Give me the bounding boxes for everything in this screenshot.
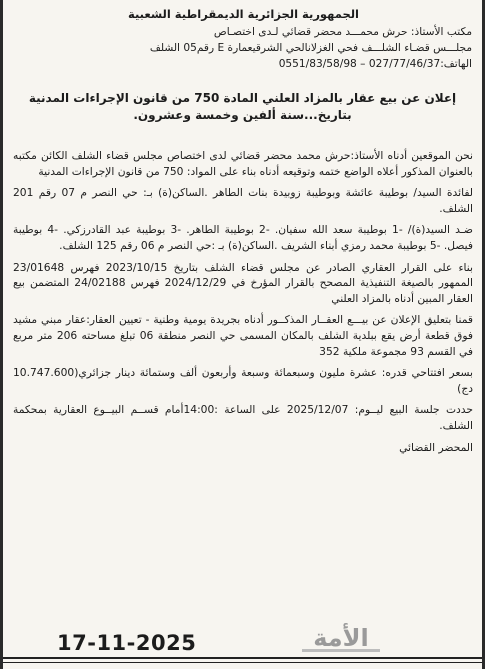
announcement-title [3, 90, 482, 124]
announcement-body [3, 148, 482, 455]
paragraph-price: بسعر افتتاحي قدره: عشرة مليون وسبعمائة وسبعة وأربعون ألف وستمائة دينار جزائري(10.747.600 دج) [13, 366, 473, 395]
paragraph-decision: بناء على القرار العقاري الصادر عن مجلس قضاء الشلف بتاريخ 2023/10/15 فهرس 23/01648 الممهور بالصيغة التنفيذية المصحح بالقرار المؤرخ في 2024/12/29 فهرس 24/02188 المتضمن بيع العقار المبين أدناه بالمزاد العلني [13, 260, 473, 305]
paragraph-defendants: ضـد السيد(ة)/ -1 بوطيبة سعد الله سفيان. -2 بوطيبة الطاهر. -3 بوطيبة عبد القادرزكي. -4 بوطيبة فيصل. -5 بوطيبة محمد رمزي أبناء الشريف .الساكن(ة) بـ :حي النصر م 06 رقم 125 الشلف. [13, 223, 473, 252]
address-line: مجلـــس قضـاء الشلـــف فحي الغزلانالحي الشرقيعمارة E رقم05 الشلف [149, 42, 472, 54]
footer-rule [3, 657, 482, 659]
paragraph-session: حددت جلسة البيع ليــوم: 2025/12/07 على الساعة :14:00أمام قســم البيــوع العقارية بمحكمة الشلف. [13, 403, 473, 432]
title-line-1: إعلان عن بيع عقار بالمزاد العلني المادة 750 من قانون الإجراءات المدنية [28, 91, 457, 105]
paragraph-intro: نحن الموقعين أدناه الأستاذ:حرش محمد محضر قضائي لدى اختصاص مجلس قضاء الشلف الكائن مكتبه بالعنوان المذكور أعلاه الواضع ختمه وتوقيعه أدناه بناء على المواد: 750 من قانون الإجراءات المدنية [13, 149, 473, 178]
logo-text: الأمة [313, 624, 369, 652]
office-header [3, 0, 482, 72]
page-footer [3, 623, 482, 669]
newspaper-logo [298, 622, 384, 656]
publication-date: 17-11-2025 [57, 631, 197, 655]
republic-heading: الجمهورية الجزائرية الديمقراطية الشعبية [127, 7, 359, 21]
footer-rule-thin [3, 662, 482, 663]
paragraph-beneficiary: لفائدة السيد/ بوطيبة عائشة وبوطيبة زوبيدة بنات الطاهر .الساكن(ة) بـ: حي النصر م 07 رقم 201 الشلف. [13, 186, 473, 215]
title-line-2: بتاريخ...سنة ألفين وخمسة وعشرون. [133, 108, 352, 122]
phone-line: الهاتف:027/77/46/37 – 0551/83/58/98 [278, 58, 472, 70]
signature-label: المحضر القضائي [399, 440, 473, 454]
paragraph-property: قمنا بتعليق الإعلان عن بيـــع العقــار المذكــور أدناه بجريدة يومية وطنية - تعيين العقار:عقار مبني مشيد فوق قطعة أرض يقع ببلدية الشلف بالمكان المسمى حي النصر منطقة 06 تبلغ مساحته 206 متر مربع في القسم 93 مجموعة ملكية 352 [13, 313, 473, 358]
office-line: مكتب الأستاذ: حرش محمـــد محضر قضائي لـدى اختصـاص [213, 26, 472, 38]
